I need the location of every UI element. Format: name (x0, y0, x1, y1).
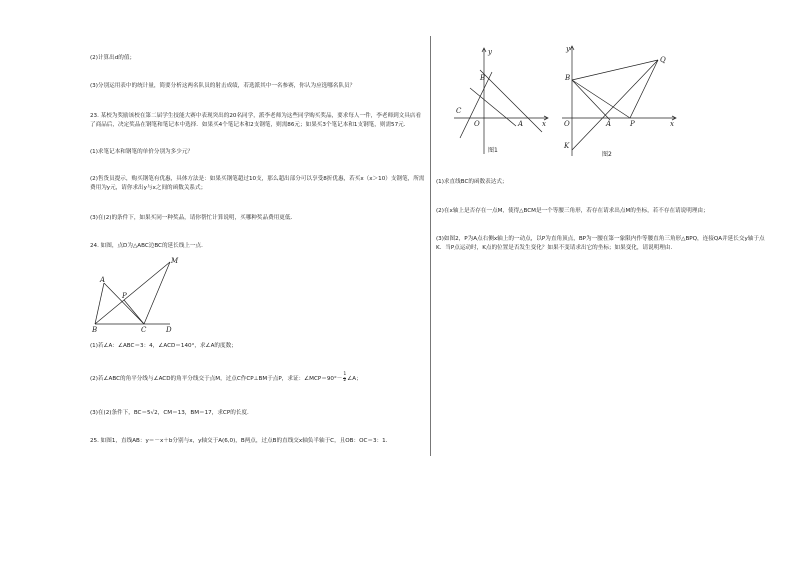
fig1-label-c: C (456, 107, 462, 115)
q23-part2: (2)售货员提示，购买钢笔有优惠，具体方法是：如果买钢笔超过10支，那么超出部分可以享受8折优惠，若买x（x＞10）支钢笔，所需费用为y元，请你求出y与x之间的函数关系式； (90, 176, 425, 191)
q24-part2 (90, 373, 426, 384)
fig2-label-k: K (564, 142, 570, 150)
label-c: C (141, 326, 147, 334)
q25-part1: (1)求直线BC的函数表达式； (436, 179, 508, 185)
fig1-label-o: O (474, 120, 480, 128)
q23-part3: (3)在(2)的条件下，如果买同一种奖品，请你帮忙计算说明，买哪种奖品费用更低． (90, 215, 297, 221)
q24-part2-tail: ∠A； (347, 375, 362, 382)
q23-stem: 23. 某校为奖励该校在第二届学生技能大赛中表现突出的20名同学，派李老师为这些同学购买奖品，要求每人一件，李老师到文具店看了商品后，决定奖品在钢笔和笔记本中选择．如果买4个笔记本和2支钢笔，则需86元；如果买3个笔记本和1支钢笔，则需57元． (90, 113, 422, 128)
fig2-label-p: P (630, 120, 635, 128)
fig1-label-b: B (480, 74, 486, 82)
fig1-caption: 图1 (488, 147, 498, 154)
column-divider (430, 36, 431, 456)
q25-part3: (3)如图2，P为A点右侧x轴上的一动点，以P为直角顶点，BP为一腰在第一象限内作等腰直角三角形△BPQ，连接QA并延长交y轴于点K．当P点运动时，K点的位置是否发生变化？如果不变请求出它的坐标；如果变化，请说明理由． (436, 236, 765, 251)
fig1-label-y: y (488, 48, 492, 56)
label-p: P (122, 292, 127, 300)
label-a: A (100, 276, 106, 284)
fig2-caption: 图2 (602, 151, 612, 158)
fig2-label-o: O (564, 120, 570, 128)
q24-figure (90, 256, 190, 334)
q25-stem: 25. 如图1，直线AB：y＝－x＋b分别与x，y轴交于A(6,0)，B两点，过点B的直线交x轴负半轴于C，且OB：OC＝3：1． (90, 438, 392, 444)
fraction-denominator: 2 (343, 377, 347, 383)
label-d: D (166, 326, 172, 334)
q22-part2: (2)计算出d的值； (90, 55, 136, 61)
fig1-label-x: x (542, 120, 546, 128)
half-fraction (343, 373, 346, 384)
fig1 (452, 42, 552, 160)
q22-part3: (3)分别运用表中的统计量，简要分析这两名队员的射击成绩，若选派其中一名参赛，你认为应选哪名队员？ (90, 83, 356, 89)
q23-part1: (1)求笔记本和钢笔的单价分别为多少元？ (90, 149, 194, 155)
q24-stem: 24. 如图，点D为△ABC边BC的延长线上一点． (90, 243, 207, 249)
fig2 (560, 40, 680, 160)
fig1-label-a: A (518, 120, 524, 128)
fig2-label-b: B (565, 74, 571, 82)
fig2-label-y: y (566, 45, 570, 53)
fig2-label-q: Q (660, 56, 666, 64)
q24-part3: (3)在(2)条件下，BC＝5√2，CM＝13，BM＝17，求CP的长度． (90, 410, 253, 416)
label-m: M (171, 257, 179, 265)
q25-part2: (2)在x轴上是否存在一点M，使得△BCM是一个等腰三角形，若存在请求出点M的坐标，若不存在请说明理由； (436, 208, 709, 214)
fig2-label-a: A (606, 120, 612, 128)
label-b: B (92, 326, 98, 334)
fig2-label-x: x (670, 120, 674, 128)
q24-part2-text: (2)若∠ABC的角平分线与∠ACD的角平分线交于点M，过点C作CP⊥BM于点P，求证：∠MCP＝90°－ (90, 375, 343, 382)
fraction-numerator: 1 (343, 372, 347, 377)
q24-part1: (1)若∠A：∠ABC＝3：4，∠ACD＝140°，求∠A的度数； (90, 343, 237, 349)
